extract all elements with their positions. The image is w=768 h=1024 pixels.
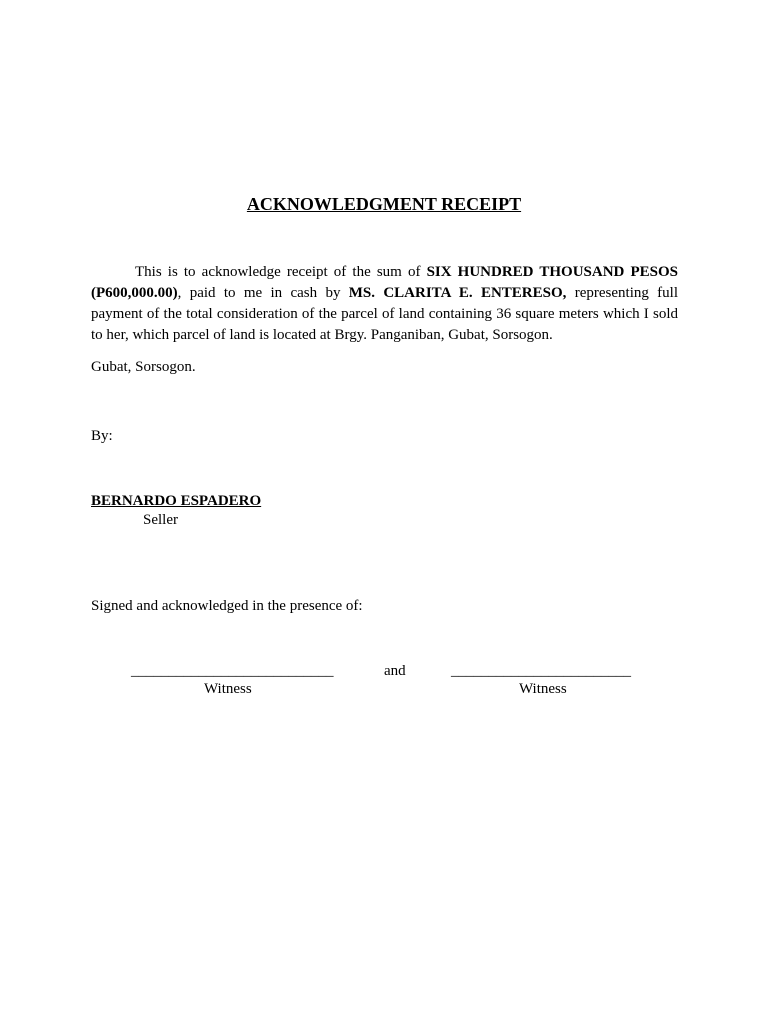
- by-label: By:: [91, 428, 113, 444]
- payer-name: MS. CLARITA E. ENTERESO,: [348, 285, 567, 301]
- document-title: ACKNOWLEDGMENT RECEIPT: [246, 194, 522, 214]
- witness-2-label: Witness: [519, 681, 567, 697]
- seller-role: Seller: [143, 512, 178, 528]
- paragraph-text-1: This is to acknowledge receipt of the sum of: [135, 264, 427, 280]
- paragraph-text-3: representing full payment of the total consideration of the parcel of land containing 36 square meters which I sold to her, which parcel of land is located at Brgy. Panganiban, Gubat, Sorsogon.: [91, 285, 679, 343]
- witness-1-signature-line: ___________________________: [131, 663, 334, 679]
- witness-1-label: Witness: [204, 681, 252, 697]
- receipt-paragraph: [91, 262, 678, 346]
- and-label: and: [384, 663, 406, 679]
- paragraph-text-2: , paid to me in cash by: [177, 285, 349, 301]
- amount-in-words: SIX HUNDRED THOUSAND PESOS (P600,000.00): [91, 264, 678, 301]
- presence-statement: Signed and acknowledged in the presence of:: [91, 598, 363, 614]
- witness-2-signature-line: ________________________: [451, 663, 631, 679]
- seller-name: BERNARDO ESPADERO: [91, 493, 262, 509]
- place-of-signing: Gubat, Sorsogon.: [91, 359, 196, 375]
